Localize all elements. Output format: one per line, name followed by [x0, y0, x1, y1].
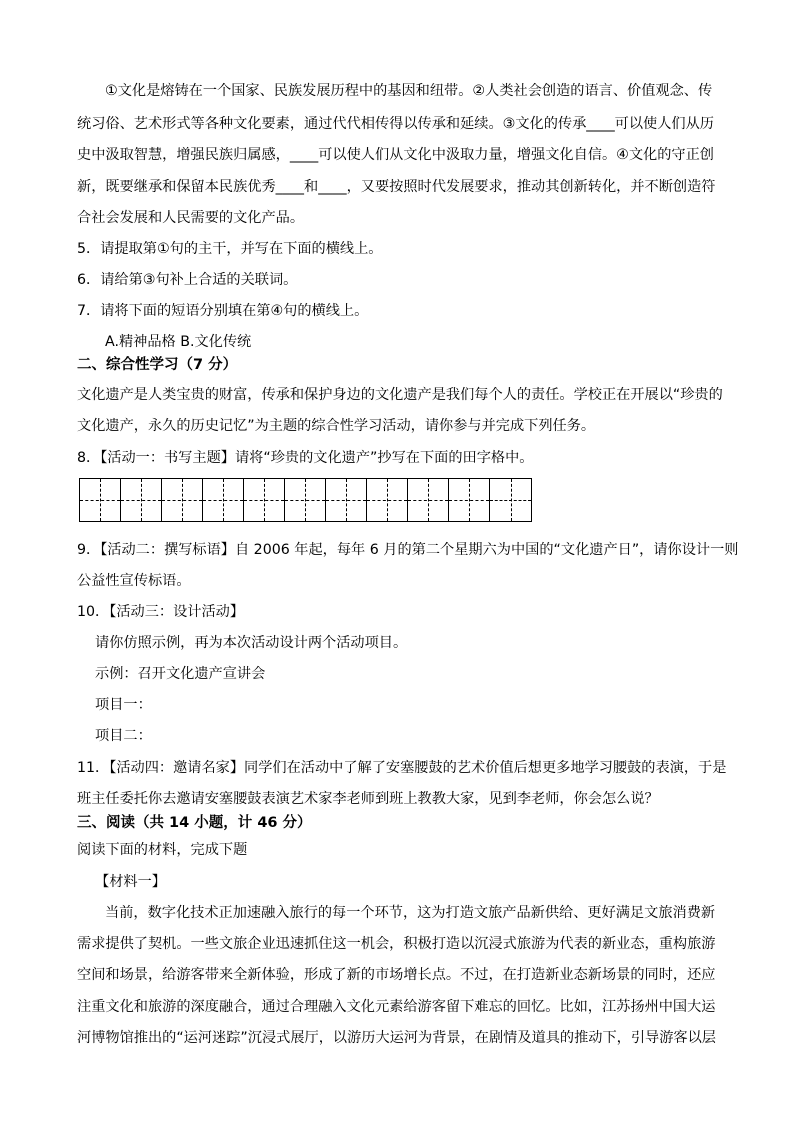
grid-cell[interactable] [326, 479, 367, 521]
question-8: 8．【活动一：书写主题】请将“珍贵的文化遗产”抄写在下面的田字格中。 [77, 450, 534, 466]
question-10: 10．【活动三：设计活动】 [77, 604, 245, 620]
grid-cell[interactable] [244, 479, 285, 521]
tianzi-grid[interactable] [79, 478, 532, 522]
section-3-heading: 三、阅读（共 14 小题，计 46 分） [77, 815, 312, 831]
question-5: 5．请提取第①句的主干，并写在下面的横线上。 [77, 241, 383, 257]
question-7-options: A.精神品格 B.文化传统 [105, 334, 252, 350]
section-2-heading: 二、综合性学习（7 分） [77, 357, 238, 373]
grid-cell[interactable] [490, 479, 531, 521]
question-9: 公益性宣传标语。 [77, 573, 191, 589]
section-2-intro: 文化遗产，永久的历史记忆”为主题的综合性学习活动，请你参与并完成下列任务。 [77, 418, 596, 434]
material-paragraph-line: 河博物馆推出的“运河迷踪”沉浸式展厅，以游历大运河为背景，在剧情及道具的推动下，引导游客以层 [77, 1030, 716, 1046]
material-paragraph-line: 当前，数字化技术正加速融入旅行的每一个环节，这为打造文旅产品新供给、更好满足文旅消费新 [105, 905, 716, 921]
grid-cell[interactable] [408, 479, 449, 521]
grid-cell[interactable] [367, 479, 408, 521]
grid-cell[interactable] [121, 479, 162, 521]
question-10-instruction: 请你仿照示例，再为本次活动设计两个活动项目。 [95, 635, 408, 651]
section-2-intro: 文化遗产是人类宝贵的财富，传承和保护身边的文化遗产是我们每个人的责任。学校正在开展以“珍贵的 [77, 387, 723, 403]
material-paragraph-line: 注重文化和旅游的深度融合，通过合理融入文化元素给游客留下难忘的回忆。比如，江苏扬州中国大运 [77, 999, 716, 1015]
passage-line: 合社会发展和人民需要的文化产品。 [77, 210, 305, 226]
question-6: 6．请给第③句补上合适的关联词。 [77, 272, 298, 288]
grid-cell[interactable] [80, 479, 121, 521]
grid-cell[interactable] [203, 479, 244, 521]
material-paragraph-line: 需求提供了契机。一些文旅企业迅速抓住这一机会，积极打造以沉浸式旅游为代表的新业态，重构旅游 [77, 936, 716, 952]
grid-cell[interactable] [449, 479, 490, 521]
question-10-example: 示例：召开文化遗产宣讲会 [95, 666, 266, 682]
grid-cell[interactable] [162, 479, 203, 521]
question-7: 7．请将下面的短语分别填在第④句的横线上。 [77, 303, 369, 319]
section-3-intro: 阅读下面的材料，完成下题 [77, 842, 248, 858]
passage-line: ①文化是熔铸在一个国家、民族发展历程中的基因和纽带。②人类社会创造的语言、价值观念、传 [105, 83, 713, 99]
project-1-label: 项目一： [95, 697, 152, 713]
passage-line: 史中汲取智慧，增强民族归属感，____可以使人们从文化中汲取力量，增强文化自信。④文化的守正创 [77, 147, 714, 163]
grid-cell[interactable] [285, 479, 326, 521]
question-9: 9．【活动二：撰写标语】自 2006 年起，每年 6 月的第二个星期六为中国的“文化遗产日”，请你设计一则 [77, 542, 739, 558]
material-1-label: 【材料一】 [95, 874, 166, 890]
project-2-label: 项目二： [95, 728, 152, 744]
question-11: 班主任委托你去邀请安塞腰鼓表演艺术家李老师到班上教教大家，见到李老师，你会怎么说？ [77, 791, 659, 807]
passage-line: 统习俗、艺术形式等各种文化要素，通过代代相传得以传承和延续。③文化的传承____可以使人们从历 [77, 116, 714, 132]
question-11: 11．【活动四：邀请名家】同学们在活动中了解了安塞腰鼓的艺术价值后想更多地学习腰鼓的表演，于是 [77, 760, 727, 776]
material-paragraph-line: 空间和场景，给游客带来全新体验，形成了新的市场增长点。不过，在打造新业态新场景的同时，还应 [77, 967, 716, 983]
passage-line: 新，既要继承和保留本民族优秀____和____，又要按照时代发展要求，推动其创新转化，并不断创造符 [77, 179, 716, 195]
